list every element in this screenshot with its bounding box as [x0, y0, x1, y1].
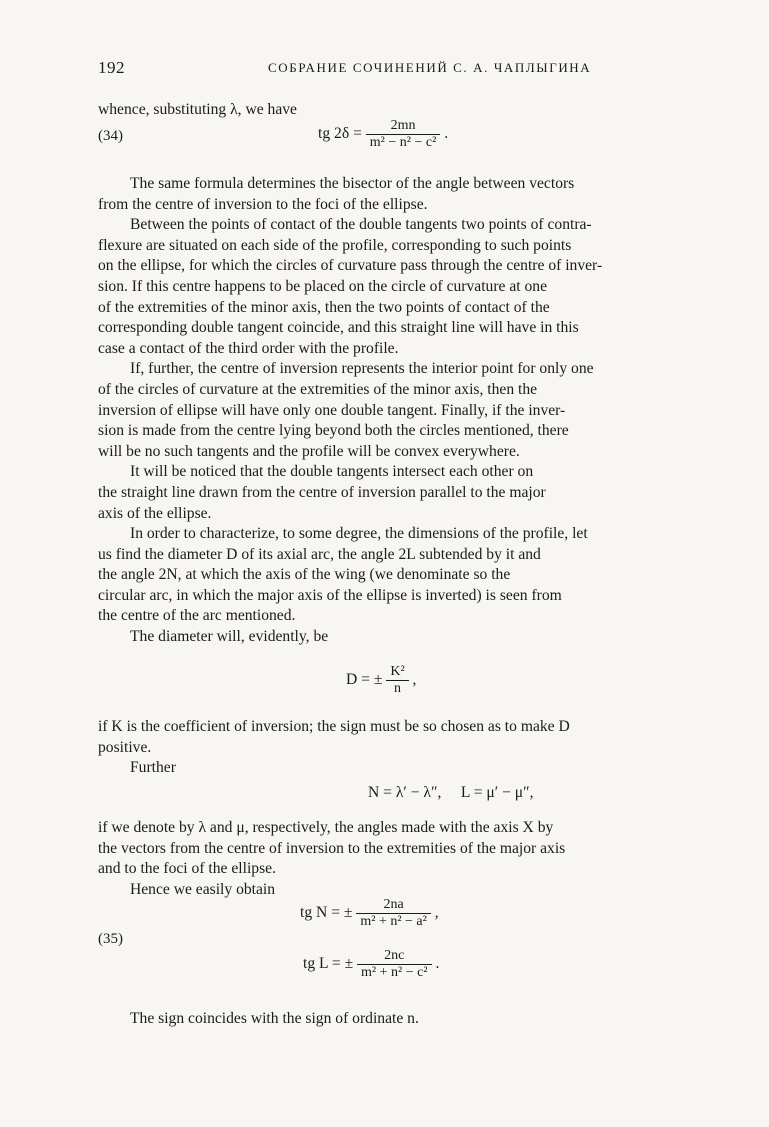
equation-35-line-2-lhs: tg L = ±	[303, 955, 354, 973]
paragraph-3	[98, 359, 714, 462]
page-header	[98, 58, 708, 82]
equation-35-line-2-denominator: m² + n² − c²	[357, 964, 432, 981]
equation-34-numerator: 2mn	[390, 118, 416, 133]
paragraph-6	[98, 627, 714, 648]
text-line: of the circles of curvature at the extremities of the minor axis, then the	[98, 380, 538, 398]
equation-n-l	[368, 784, 534, 802]
text-line: on the ellipse, for which the circles of curvature pass through the centre of inver-	[98, 257, 603, 275]
text-line: sion. If this centre happens to be placed on the circle of curvature at one	[98, 277, 548, 295]
text-line: Hence we easily obtain	[130, 880, 276, 898]
equation-34-denominator: m² − n² − c²	[366, 134, 441, 151]
text-line: if K is the coefficient of inversion; the sign must be so chosen as to make D	[98, 718, 570, 735]
equation-35-line-1-trail: ,	[434, 904, 439, 922]
equation-diameter-fraction	[386, 664, 408, 697]
equation-35-line-1	[300, 897, 439, 930]
equation-diameter-lhs: D = ±	[346, 671, 383, 689]
running-title: СОБРАНИЕ СОЧИНЕНИЙ С. А. ЧАПЛЫГИНА	[268, 60, 592, 75]
page-number: 192	[98, 58, 125, 77]
equation-34-lhs: tg 2δ =	[318, 125, 362, 143]
equation-n-l-text: N = λ′ − λ″, L = μ′ − μ″,	[368, 784, 534, 801]
equation-34	[318, 118, 448, 151]
text-line: from the centre of inversion to the foci of the ellipse.	[98, 195, 428, 213]
equation-35-line-2-numerator: 2nc	[384, 948, 405, 963]
equation-number-34: (34)	[98, 128, 123, 144]
paragraph-5	[98, 524, 714, 627]
text-line: the straight line drawn from the centre of inversion parallel to the major	[98, 483, 546, 501]
equation-35-line-1-fraction	[356, 897, 431, 930]
text-line: the angle 2N, at which the axis of the wing (we denominate so the	[98, 566, 511, 584]
text-line: corresponding double tangent coincide, and this straight line will have in this	[98, 319, 579, 337]
equation-34-fraction	[366, 118, 441, 151]
body-text-upper	[98, 174, 714, 648]
equation-diameter-numerator: K²	[390, 664, 405, 679]
text-line: If, further, the centre of inversion represents the interior point for only one	[130, 360, 594, 378]
text-line: flexure are situated on each side of the profile, corresponding to such points	[98, 236, 572, 254]
equation-number-35: (35)	[98, 931, 123, 947]
text-line: The diameter will, evidently, be	[130, 628, 329, 646]
paragraph-2	[98, 215, 714, 359]
equation-35-line-2-trail: .	[435, 955, 440, 973]
text-line: case a contact of the third order with the profile.	[98, 339, 399, 357]
body-text-lower	[98, 818, 714, 900]
text-line: circular arc, in which the major axis of the ellipse is inverted) is seen from	[98, 586, 562, 604]
paragraph-4	[98, 462, 714, 524]
intro-line: whence, substituting λ, we have	[98, 101, 297, 118]
paragraph-7	[98, 717, 714, 758]
body-text-final	[98, 1009, 714, 1030]
paragraph-final	[98, 1009, 714, 1030]
text-line: the vectors from the centre of inversion to the extremities of the major axis	[98, 839, 566, 857]
equation-diameter-denominator: n	[386, 680, 408, 697]
text-line: if we denote by λ and μ, respectively, the angles made with the axis X by	[98, 819, 554, 836]
text-line: inversion of ellipse will have only one double tangent. Finally, if the inver-	[98, 401, 566, 419]
text-line: It will be noticed that the double tangents intersect each other on	[130, 463, 534, 481]
text-line: and to the foci of the ellipse.	[98, 860, 276, 878]
equation-35-line-2-fraction	[357, 948, 432, 981]
text-line: will be no such tangents and the profile will be convex everywhere.	[98, 442, 520, 460]
text-line: us find the diameter D of its axial arc, the angle 2L subtended by it and	[98, 545, 541, 563]
body-text-middle	[98, 717, 714, 779]
text-line: In order to characterize, to some degree, the dimensions of the profile, let	[130, 525, 588, 543]
text-line: sion is made from the centre lying beyond both the circles mentioned, there	[98, 422, 569, 440]
equation-diameter	[346, 664, 416, 697]
equation-35-line-2	[303, 948, 439, 981]
equation-35-line-1-numerator: 2na	[383, 897, 404, 912]
equation-34-trail: .	[444, 125, 449, 143]
text-line: axis of the ellipse.	[98, 504, 212, 522]
text-line: Further	[130, 759, 176, 777]
paragraph-1	[98, 174, 714, 215]
text-line: The same formula determines the bisector of the angle between vectors	[130, 175, 575, 192]
paragraph-8	[98, 758, 714, 779]
text-line: the centre of the arc mentioned.	[98, 607, 296, 625]
text-line: positive.	[98, 738, 152, 756]
paragraph-9	[98, 818, 714, 880]
equation-35-line-1-lhs: tg N = ±	[300, 904, 353, 922]
text-line: of the extremities of the minor axis, then the two points of contact of the	[98, 298, 550, 316]
equation-diameter-trail: ,	[412, 671, 417, 689]
text-line: The sign coincides with the sign of ordinate n.	[130, 1010, 419, 1027]
text-line: Between the points of contact of the double tangents two points of contra-	[130, 216, 592, 234]
equation-35-line-1-denominator: m² + n² − a²	[356, 913, 431, 930]
